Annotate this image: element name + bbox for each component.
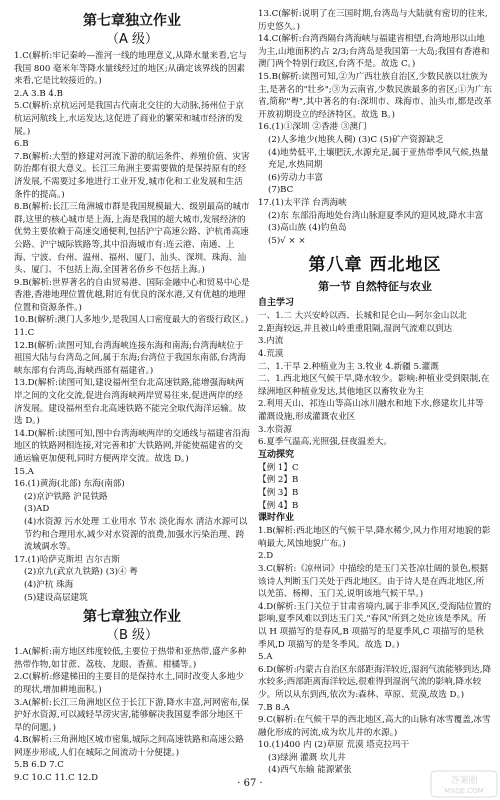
section-title: 第一节 自然特征与农业 bbox=[318, 280, 432, 294]
answer-line: 16.(1)①深圳 ②香港 ③澳门 bbox=[258, 122, 367, 133]
answer-line: 6.B bbox=[14, 139, 29, 150]
answer-line: (7)BC bbox=[268, 185, 294, 196]
svg-text:答案圈: 答案圈 bbox=[450, 776, 478, 786]
answer-line: 13.C(解析:说明了在三国时期,台湾岛与大陆就有密切的往来,历史悠久。) bbox=[258, 9, 488, 32]
answer-line: 2.A 3.B 4.B bbox=[14, 88, 63, 99]
answer-line: 2.距海较远,并且被山岭重重阻隔,湿润气流难以到达 bbox=[258, 323, 453, 334]
ch7b-answers-continued bbox=[258, 8, 492, 247]
self-study-heading: 自主学习 bbox=[258, 298, 295, 309]
answer-line: (4)水资源 污水处理 工业用水 节水 淡化海水 清洁水源可以节约和合理用水,减少对水资源的浪费,加强水污染治理、跨流域调水等。 bbox=[24, 516, 248, 553]
answer-line: 15.B(解析:读图可知,②为广西壮族自治区,少数民族以壮族为主,是著名的"壮乡";③为云南省,少数民族最多的省区;①为广东省,简称"粤",其中著名的有:深圳市、珠海市、汕头市,都是改革开放初期设立的经济特区。故选 B。) bbox=[258, 71, 493, 120]
explore-answers bbox=[258, 462, 492, 512]
answer-line: 二、1.干旱 2.种植业为主 3.牧业 4.新疆 5.灌溉 bbox=[258, 361, 439, 372]
answer-line: 1.A(解析:南方地区纬度较低,主要位于热带和亚热带,盛产多种热带作物,如甘蔗、荔枝、龙眼、香蕉、柑橘等。) bbox=[14, 647, 247, 670]
answer-line: (2)京九(武京九铁路) (3)④ 粤 bbox=[24, 567, 138, 578]
answer-line: 12.B(解析:读图可知,台湾海峡连接东海和南海;台湾海峡位于祖国大陆与台湾岛之间,属于东海;台湾位于我国东南部,台湾海峡东部有台湾岛,海峡西部有福建省。) bbox=[14, 340, 246, 376]
answer-line: 11.C bbox=[14, 328, 35, 339]
answer-line: (4)西气东输 能源紧张 bbox=[268, 765, 352, 776]
homework-answers bbox=[258, 525, 492, 777]
self-study-answers-2 bbox=[258, 373, 492, 449]
answer-line: 8.B(解析:长江三角洲城市群是我国规模最大、级别最高的城市群,这里的核心城市是上海,上海是我国的超大城市,发展经济的优势主要依赖于高速交通便利,包括沪宁高速公路、沪杭甬高速公路、沪宁城际铁路等,其中沿海城市有:连云港、南通、上海、宁波、台州、温州、福州、厦门、汕头、深圳、珠海、汕头、厦门、不包括上海,全国著名侨乡不包括上海。) bbox=[14, 202, 250, 276]
answer-line: 3.内流 bbox=[258, 336, 284, 347]
answer-line: 【例 4】B bbox=[258, 500, 299, 511]
answer-line: (5)建设高层建筑 bbox=[24, 592, 88, 603]
answer-line: 2.利用天山、祁连山等高山冰川融水和地下水,修建坎儿井等灌溉设施,形成灌溉农业区 bbox=[258, 399, 484, 423]
answer-line: 17.(1)太平洋 台湾海峡 bbox=[258, 197, 347, 208]
answer-line: 3.C(解析:《凉州词》中描绘的是玉门关苍凉壮阔的景色,根据该诗人判断玉门关处于西北地区。由于诗人是在西北地区,所以羌笛、杨柳、玉门关,说明该地气候干旱。) bbox=[258, 563, 489, 600]
answer-line: 15.A bbox=[14, 466, 34, 477]
answer-line: 13.D(解析:读图可知,建设福州至台北高速铁路,能增强海峡两岸之间的文化交流,促进台湾海峡两岸贸易往来,促进两岸的经济发展。建设福州至台北高速铁路不能完全取代海洋运输。故选 D。) bbox=[14, 378, 247, 427]
answer-line: 一、1.二 大兴安岭以西、长城和昆仑山—阿尔金山以北 bbox=[258, 311, 467, 322]
answer-line: 14.D(解析:读图可知,图中台湾海峡两岸的交通线与福建省沿海地区的铁路网相连接,对完善和扩大铁路网,并能使福建省的交通运输更加便利,同时方便两岸交流。故选 D。) bbox=[14, 428, 250, 464]
answer-line: 6.D(解析:内蒙古自治区东部距海洋较近,湿润气流能够到达,降水较多;西部距离海洋较远,很难得到湿润气流的影响,降水较少。所以从东到西,依次为:森林、草原、荒漠,故选 D。) bbox=[258, 664, 492, 700]
answer-line: 16.(1)黄海(北部) 东海(南部) bbox=[14, 479, 125, 490]
answer-line: 7.B(解析:大型的修建对河流下游的航运条件、养殖价值、灾害防治都有很大意义。长江三角洲主要需要做的是保持原有的经济发展,不需要过多地进行工业开发,城市化和工业发展和生活条件的提高。) bbox=[14, 151, 250, 200]
answer-line: 2.C(解析:修建梯田的主要目的是保持水土,同时改变人多地少的现状,增加耕地面积。) bbox=[14, 672, 245, 695]
right-column bbox=[258, 8, 492, 777]
answer-line: 7.B 8.A bbox=[258, 702, 290, 713]
answer-line: 5.C(解析:京杭运河是我国古代南北交往的大动脉,扬州位于京杭运河航线上,水运发达,这促进了商业的繁荣和城市经济的发展。) bbox=[14, 101, 245, 137]
ch7a-answers bbox=[14, 50, 250, 604]
chapter-title: 第八章 西北地区 bbox=[308, 255, 442, 276]
answer-line: 【例 2】B bbox=[258, 475, 299, 486]
answer-line: (2)人多地少(地狭人稠) (3)C (5)矿产资源缺乏 bbox=[268, 134, 444, 145]
page-number: · 67 · bbox=[237, 778, 263, 789]
answer-line: 10.(1)400 内 (2)草原 荒漠 塔克拉玛干 bbox=[258, 740, 410, 751]
explore-heading: 互动探究 bbox=[258, 449, 295, 460]
answer-line: 17.(1)哈萨克斯坦 吉尔吉斯 bbox=[14, 554, 120, 565]
self-study-answers bbox=[258, 310, 492, 373]
answer-line: 4.荒漠 bbox=[258, 349, 284, 360]
ch7a-level: （A 级） bbox=[105, 32, 159, 47]
homework-heading: 课时作业 bbox=[258, 513, 295, 524]
answer-line: 9.B(解析:世界著名的自由贸易港、国际金融中心和贸易中心是香港,香港地理位置优越,附近有优良的深水港,又有优越的地理位置和资源条件。) bbox=[14, 277, 250, 313]
answer-line: 1.B(解析:西北地区的气候干旱,降水稀少,风力作用对地貌的影响最大,风蚀地貌广布。) bbox=[258, 526, 491, 549]
answer-line: (3)高山族 (4)钓鱼岛 bbox=[268, 223, 347, 234]
answer-line: 【例 1】C bbox=[258, 462, 299, 473]
answer-line: 3.A(解析:长江三角洲地区位于长江下游,降水丰富,河网密布,保护好水资源,可以减轻旱涝灾害,能够解决我国夏季部分地区干旱的问题。) bbox=[14, 697, 250, 733]
answer-line: 5.B 6.D 7.C bbox=[14, 760, 64, 771]
answer-line: 9.C(解析:在气候干旱的西北地区,高大的山脉有冰雪覆盖,冰雪融化形成的河流,成为坎儿井的水源。) bbox=[258, 715, 491, 738]
answer-line: (2)东 东部沿海地处台湾山脉迎夏季风的迎风坡,降水丰富 bbox=[268, 210, 484, 221]
answer-line: (4)地势低平,土壤肥沃,水源充足,属于亚热带季风气候,热量充足,水热同期 bbox=[268, 147, 489, 171]
ch7a-title: 第七章独立作业 bbox=[83, 13, 181, 29]
answer-line: (3)绿洲 灌溉 坎儿井 bbox=[268, 752, 346, 763]
ch7b-answers bbox=[14, 646, 250, 785]
answer-line: 2.D bbox=[258, 551, 274, 562]
answer-line: (5)√ × × bbox=[268, 235, 306, 246]
answer-line: (6)劳动力丰富 bbox=[268, 172, 324, 183]
svg-text:MXQE.COM: MXQE.COM bbox=[444, 787, 484, 795]
answer-line: 5.A bbox=[258, 652, 273, 663]
answer-line: 二、1.西北地区气候干旱,降水较少。影响:种植业受到限制,在绿洲地区种植业发达,其他地区以畜牧业为主 bbox=[258, 374, 490, 397]
answer-line: (2)京沪铁路 沪昆铁路 bbox=[24, 491, 108, 502]
answer-line: (3)AD bbox=[24, 504, 50, 515]
ch7b-level: （B 级） bbox=[105, 628, 159, 644]
answer-line: (4)沪杭 珠海 bbox=[24, 579, 74, 590]
answer-line: 4.B(解析:三角洲地区城市密集,城际之间高速铁路和高速公路网逐步形成,人们在城际之间流动十分便捷。) bbox=[14, 735, 244, 758]
left-column bbox=[14, 8, 250, 785]
answer-line: 6.夏季气温高,光照强,昼夜温差大。 bbox=[258, 437, 392, 448]
ch7b-title: 第七章独立作业 bbox=[83, 609, 181, 626]
answer-line: 14.C(解析:台湾西隔台湾海峡与福建省相望,台湾地形以山地为主,山地面积约占 2/3;台湾岛是我国第一大岛;我国有香港和澳门两个特别行政区,台湾不是。故选 C。) bbox=[258, 34, 490, 70]
answer-line: 4.D(解析:玉门关位于甘肃省境内,属于非季风区,受海陆位置的影响,夏季风难以到达玉门关,"春风"所到之处应该是季风。所以 H 项描写的是春风,B 项描写的是夏季风,C 项描写的是秋季风,D 项描写的是冬季风。故选 D。) bbox=[258, 601, 492, 650]
answer-line: 10.B(解析:澳门人多地少,是我国人口密度最大的省级行政区。) bbox=[14, 315, 249, 326]
answer-line: 3.水资源 bbox=[258, 424, 292, 435]
watermark-logo-icon bbox=[430, 770, 498, 798]
answer-line: 【例 3】B bbox=[258, 488, 299, 498]
answer-line: 1.C(解析:牢记秦岭—淮河一线的地理意义,从降水量来看,它与我国 800 毫米年等降水量线经过的地区;从确定该界线的因素来看,它是比较接近的。) bbox=[14, 51, 247, 87]
answer-line: 9.C 10.C 11.C 12.D bbox=[14, 773, 99, 784]
